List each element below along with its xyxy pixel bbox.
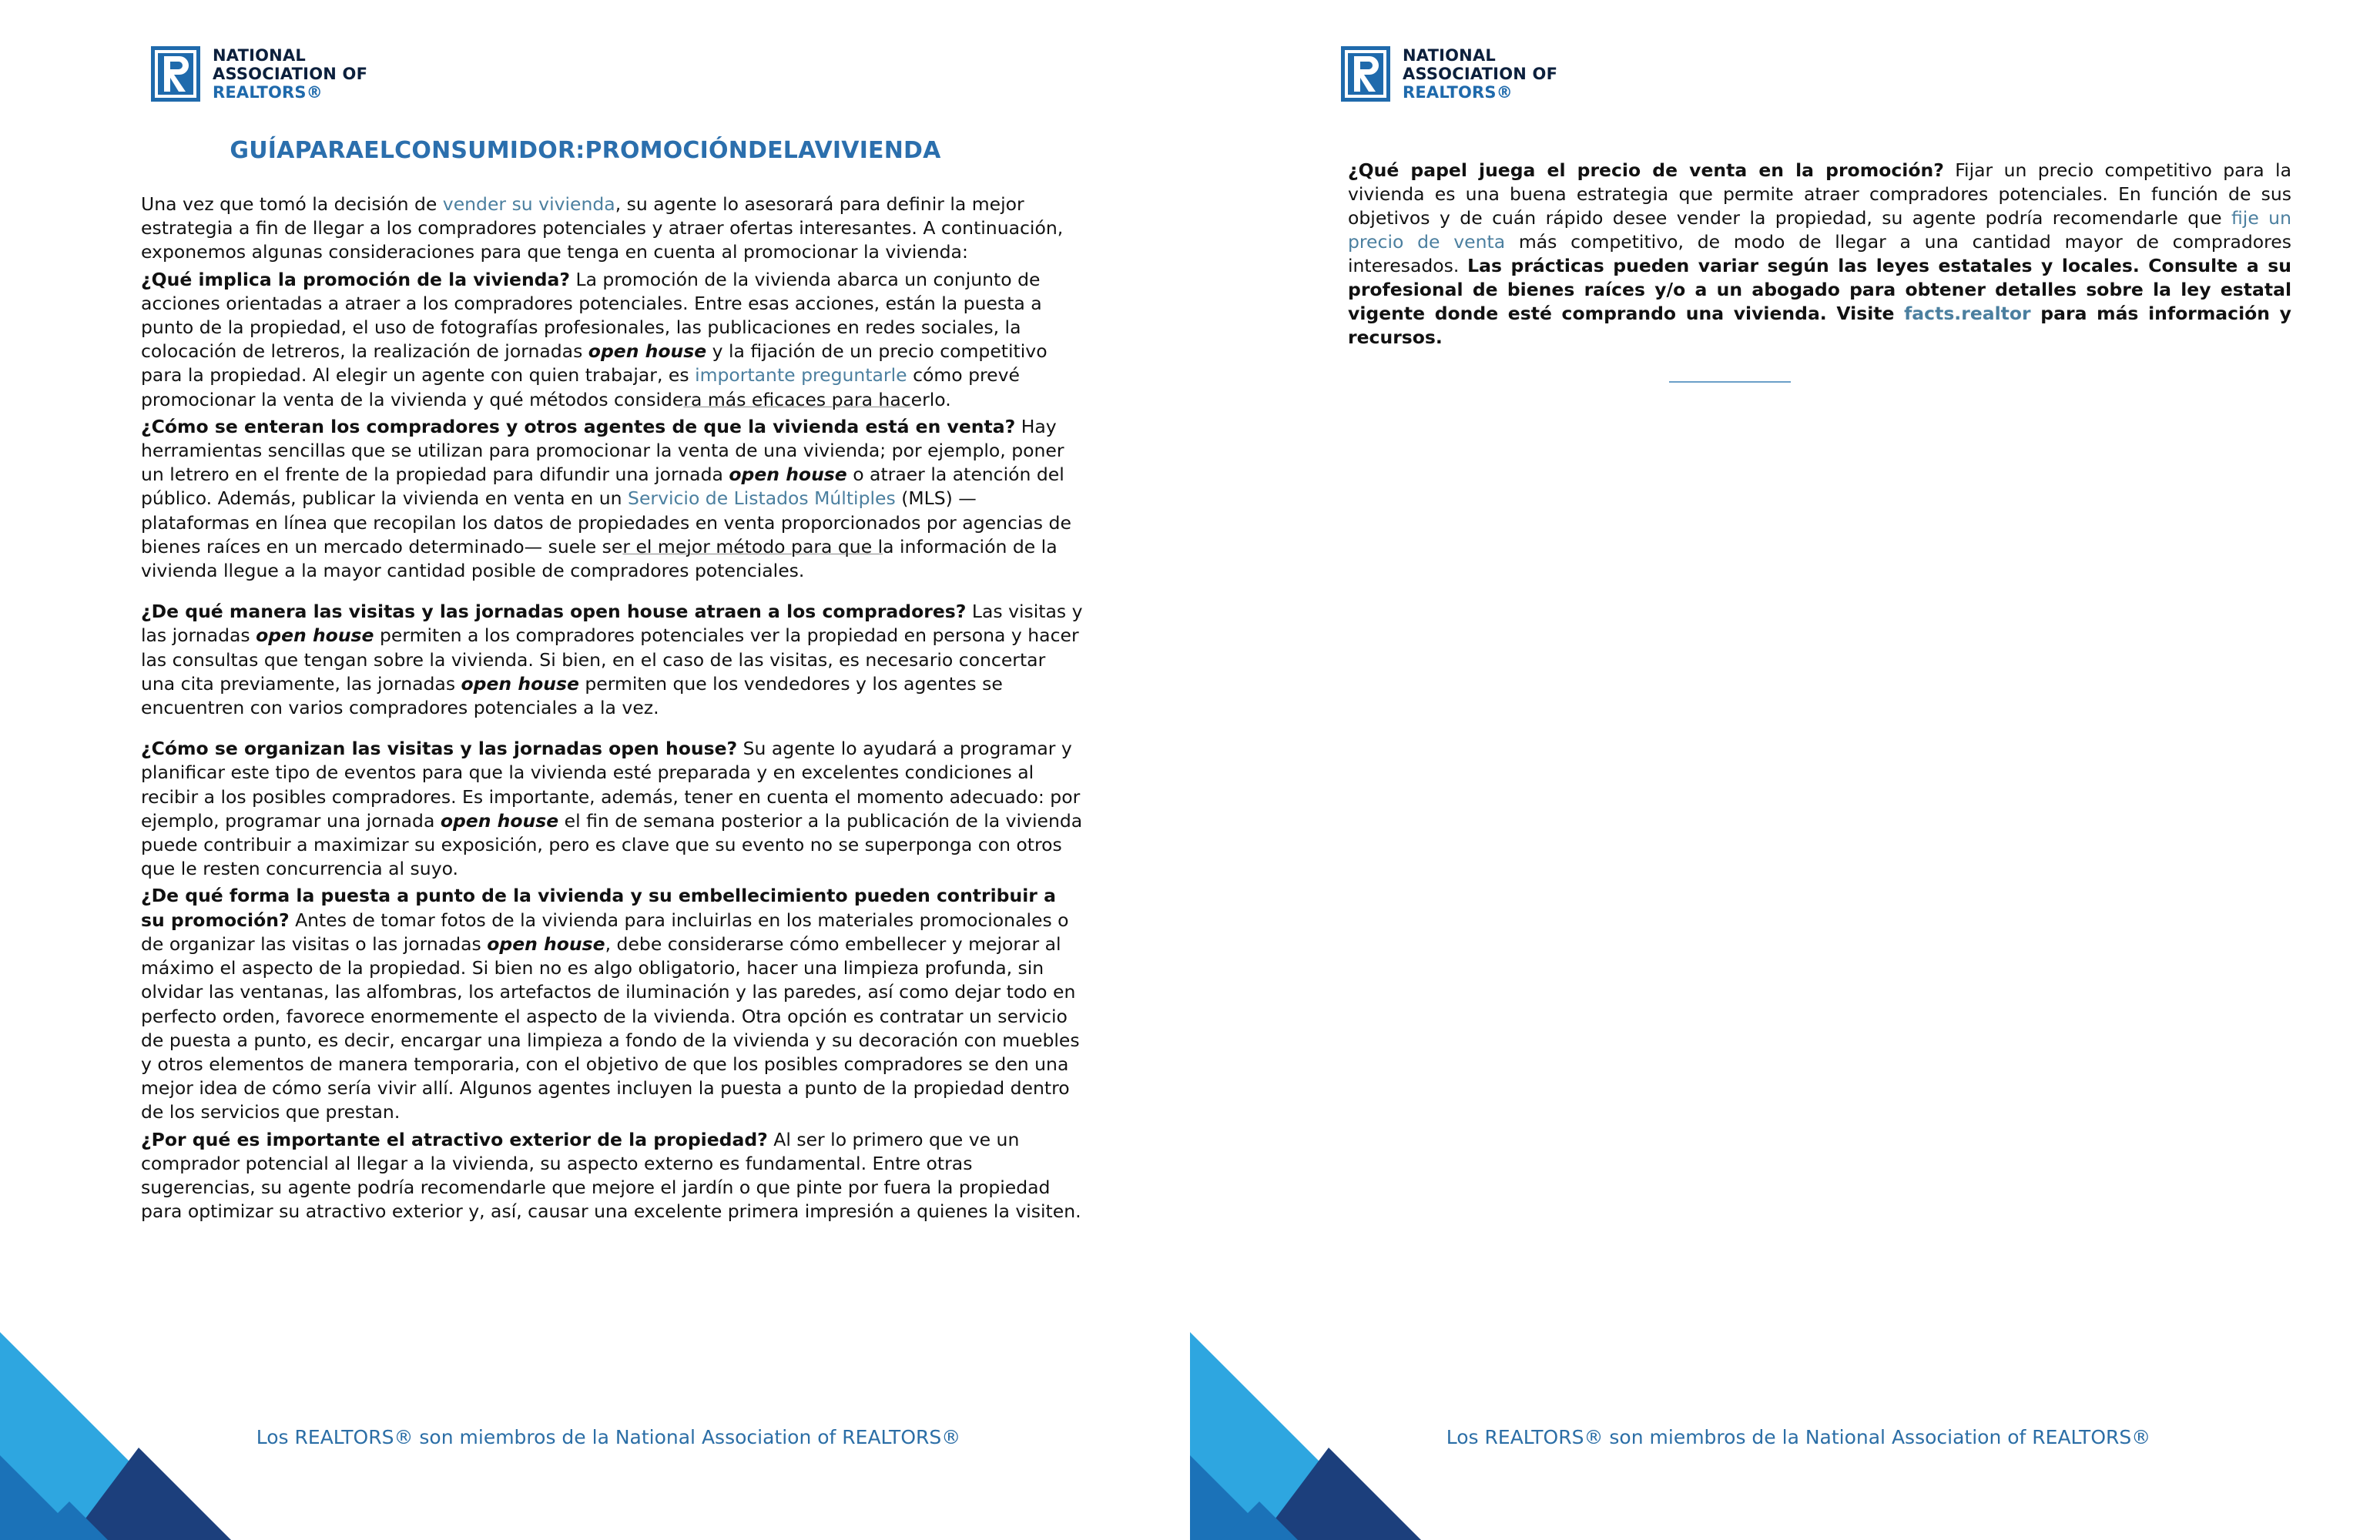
answer-text: el fin de semana posterior a la publicación de la vivienda puede contribuir a maximizar su exposición, pero es clave que su evento no se superponga con otros que le resten concurrencia al suyo. (141, 809, 1083, 880)
question-heading: ¿Qué papel juega el precio de venta en la promoción? (1348, 159, 1944, 181)
section-puesta-a-punto (141, 884, 1084, 1124)
intro-paragraph (141, 192, 1084, 265)
disclaimer-text: para más información y recursos. (1348, 303, 2291, 348)
answer-text: Hay herramientas sencillas que se utilizan para promocionar la venta de una vivienda; por ejemplo, poner un letrero en el frente de la propiedad para difundir una jornada (141, 415, 1064, 486)
answer-text: erlo. (910, 388, 951, 410)
underlined-text: ra más eficaces para hac (683, 388, 911, 410)
logo-wordmark (1403, 46, 1603, 102)
answer-text: y la fijación de un precio competitivo para la propiedad. Al elegir un agente con quien trabajar, es (141, 340, 1048, 387)
logo-line-3: REALTORS® (1403, 83, 1513, 102)
open-house-emphasis: open house (461, 672, 579, 695)
open-house-emphasis: open house (729, 464, 847, 486)
triangle-corner-decoration (1190, 1309, 1436, 1540)
realtor-r-logo-icon (1341, 46, 1390, 102)
link-vender-su-vivienda[interactable]: vender su vivienda (442, 193, 615, 215)
logo-line-3: REALTORS® (213, 83, 323, 102)
question-heading: ¿Cómo se organizan las visitas y las jornadas open house? (141, 738, 738, 760)
question-heading: ¿De qué manera las visitas y las jornadas open house atraen a los compradores? (141, 601, 967, 623)
answer-text: permiten que los vendedores y los agentes se encuentren con varios compradores potenciales a la vez. (141, 672, 1003, 719)
answer-text: a información de la vivienda llegue a la mayor cantidad posible de compradores potenciales. (141, 535, 1058, 582)
link-importante-preguntarle[interactable]: importante preguntarle (695, 364, 907, 387)
section-organizan (141, 737, 1084, 881)
answer-text: o atraer la atención del público. Además, publicar la vivienda en venta en un (141, 464, 1064, 510)
open-house-emphasis: open house (256, 624, 374, 647)
logo-line-2: ASSOCIATION OF (213, 65, 368, 83)
answer-text: , debe considerarse cómo embellecer y mejorar al máximo el aspecto de la propiedad. Si bien no es algo obligatorio, hacer una limpieza profunda, sin olvidar las ventanas, las alfombras, los artefactos de iluminación y las paredes, así como dejar todo en perfecto orden, favorece enormemente el aspecto de la vivienda. Otra opción es contratar un servicio de puesta a punto, es decir, encargar una limpieza a fondo de la vivienda y su decoración con muebles y otros elementos de manera temporaria, con el objetivo de que los posibles compradores se den una mejor idea de cómo sería vivir allí. Algunos agentes incluyen la puesta a punto de la propiedad dentro de los servicios que prestan. (141, 932, 1080, 1123)
underlined-text: r el mejor método para que l (622, 535, 883, 557)
answer-text: cómo prevé promocionar la venta de la vivienda y qué métodos conside (141, 364, 1020, 410)
intro-text-cont: , su agente lo asesorará para definir la mejor estrategia a fin de llegar a los compradores potenciales y atraer ofertas interesantes. A continuación, exponemos algunas consideraciones para que tenga en cuenta al promocionar la vivienda: (141, 193, 1064, 263)
answer-text: La promoción de la vivienda abarca un conjunto de acciones orientadas a atraer a los compradores potenciales. Entre esas acciones, están la puesta a punto de la propiedad, el uso de fotografías profesionales, las publicaciones en redes sociales, la colocación de letreros, la realización de jornadas (141, 268, 1042, 363)
triangle-corner-decoration (0, 1309, 246, 1540)
section-atractivo-exterior (141, 1128, 1084, 1224)
section-precio (1348, 159, 2291, 350)
logo-line-1: NATIONAL (1403, 46, 1496, 65)
document-body (141, 192, 1084, 1227)
question-heading: ¿Cómo se enteran los compradores y otros agentes de que la vivienda está en venta? (141, 415, 1016, 437)
link-servicio-listados[interactable]: Servicio de Listados Múltiples (628, 487, 896, 510)
answer-text: Su agente lo ayudará a programar y planificar este tipo de eventos para que la vivienda esté preparada y en excelentes condiciones al recibir a los posibles compradores. Es importante, además, tener en cuenta el momento adecuado: por ejemplo, programar una jornada (141, 738, 1081, 832)
section-enteran (141, 415, 1084, 583)
open-house-emphasis: open house (487, 932, 605, 955)
document-page-2 (1190, 0, 2380, 1540)
disclaimer-text: Las prácticas pueden variar según las leyes estatales y locales. Consulte a su profesional de bienes raíces y/o a un abogado para obtener detalles sobre la ley estatal vigente donde esté comprando una vivienda. Visite (1348, 255, 2291, 324)
logo-line-1: NATIONAL (213, 46, 306, 65)
open-house-emphasis: open house (588, 340, 707, 363)
open-house-emphasis: open house (440, 809, 559, 832)
intro-text: Una vez que tomó la decisión de (141, 193, 443, 215)
answer-text: Fijar un precio competitivo para la vivienda es una buena estrategia que permite atraer compradores potenciales. En función de sus objetivos y de cuán rápido desee vender la propiedad, su agente podría recomendarle que (1348, 159, 2291, 229)
answer-text: permiten a los compradores potenciales ver la propiedad en persona y hacer las consultas que tengan sobre la vivienda. Si bien, en el caso de las visitas, es necesario concertar una cita previamente, las jornadas (141, 624, 1079, 695)
realtor-r-logo-icon (151, 46, 200, 102)
answer-text: más competitivo, de modo de llegar a una cantidad mayor de compradores interesados. (1348, 231, 2291, 276)
document-body (1348, 159, 2291, 350)
answer-text: Antes de tomar fotos de la vivienda para incluirlas en los materiales promocionales o de organizar las visitas o las jornadas (141, 909, 1069, 955)
divider (1669, 381, 1791, 383)
logo-line-2: ASSOCIATION OF (1403, 65, 1558, 83)
section-promocion (141, 268, 1084, 412)
answer-text: (MLS) —plataformas en línea que recopilan los datos de propiedades en venta proporcionados por agencias de bienes raíces en un mercado determinado— suele se (141, 487, 1071, 557)
answer-text: Las visitas y las jornadas (141, 601, 1083, 647)
question-heading: ¿De qué forma la puesta a punto de la vivienda y su embellecimiento pueden contribuir a su promoción? (141, 885, 1056, 931)
section-visitas (141, 600, 1084, 720)
link-fije-un-precio[interactable]: fije un precio de venta (1348, 207, 2291, 253)
question-heading: ¿Qué implica la promoción de la vivienda? (141, 268, 570, 290)
document-title: GUÍAPARAELCONSUMIDOR:PROMOCIÓNDELAVIVIENDA (230, 137, 941, 164)
footer-text: Los REALTORS® son miembros de la National Association of REALTORS® (256, 1426, 961, 1448)
link-facts-realtor[interactable]: facts.realtor (1904, 303, 2031, 324)
question-heading: ¿Por qué es importante el atractivo exterior de la propiedad? (141, 1128, 768, 1150)
logo-wordmark (213, 46, 413, 102)
answer-text: Al ser lo primero que ve un comprador potencial al llegar a la vivienda, su aspecto externo es fundamental. Entre otras sugerencias, su agente podría recomendarle que mejore el jardín o que pinte por fuera la propiedad para optimizar su atractivo exterior y, así, causar una excelente primera impresión a quienes la visiten. (141, 1128, 1081, 1223)
footer-text: Los REALTORS® son miembros de la National Association of REALTORS® (1446, 1426, 2151, 1448)
